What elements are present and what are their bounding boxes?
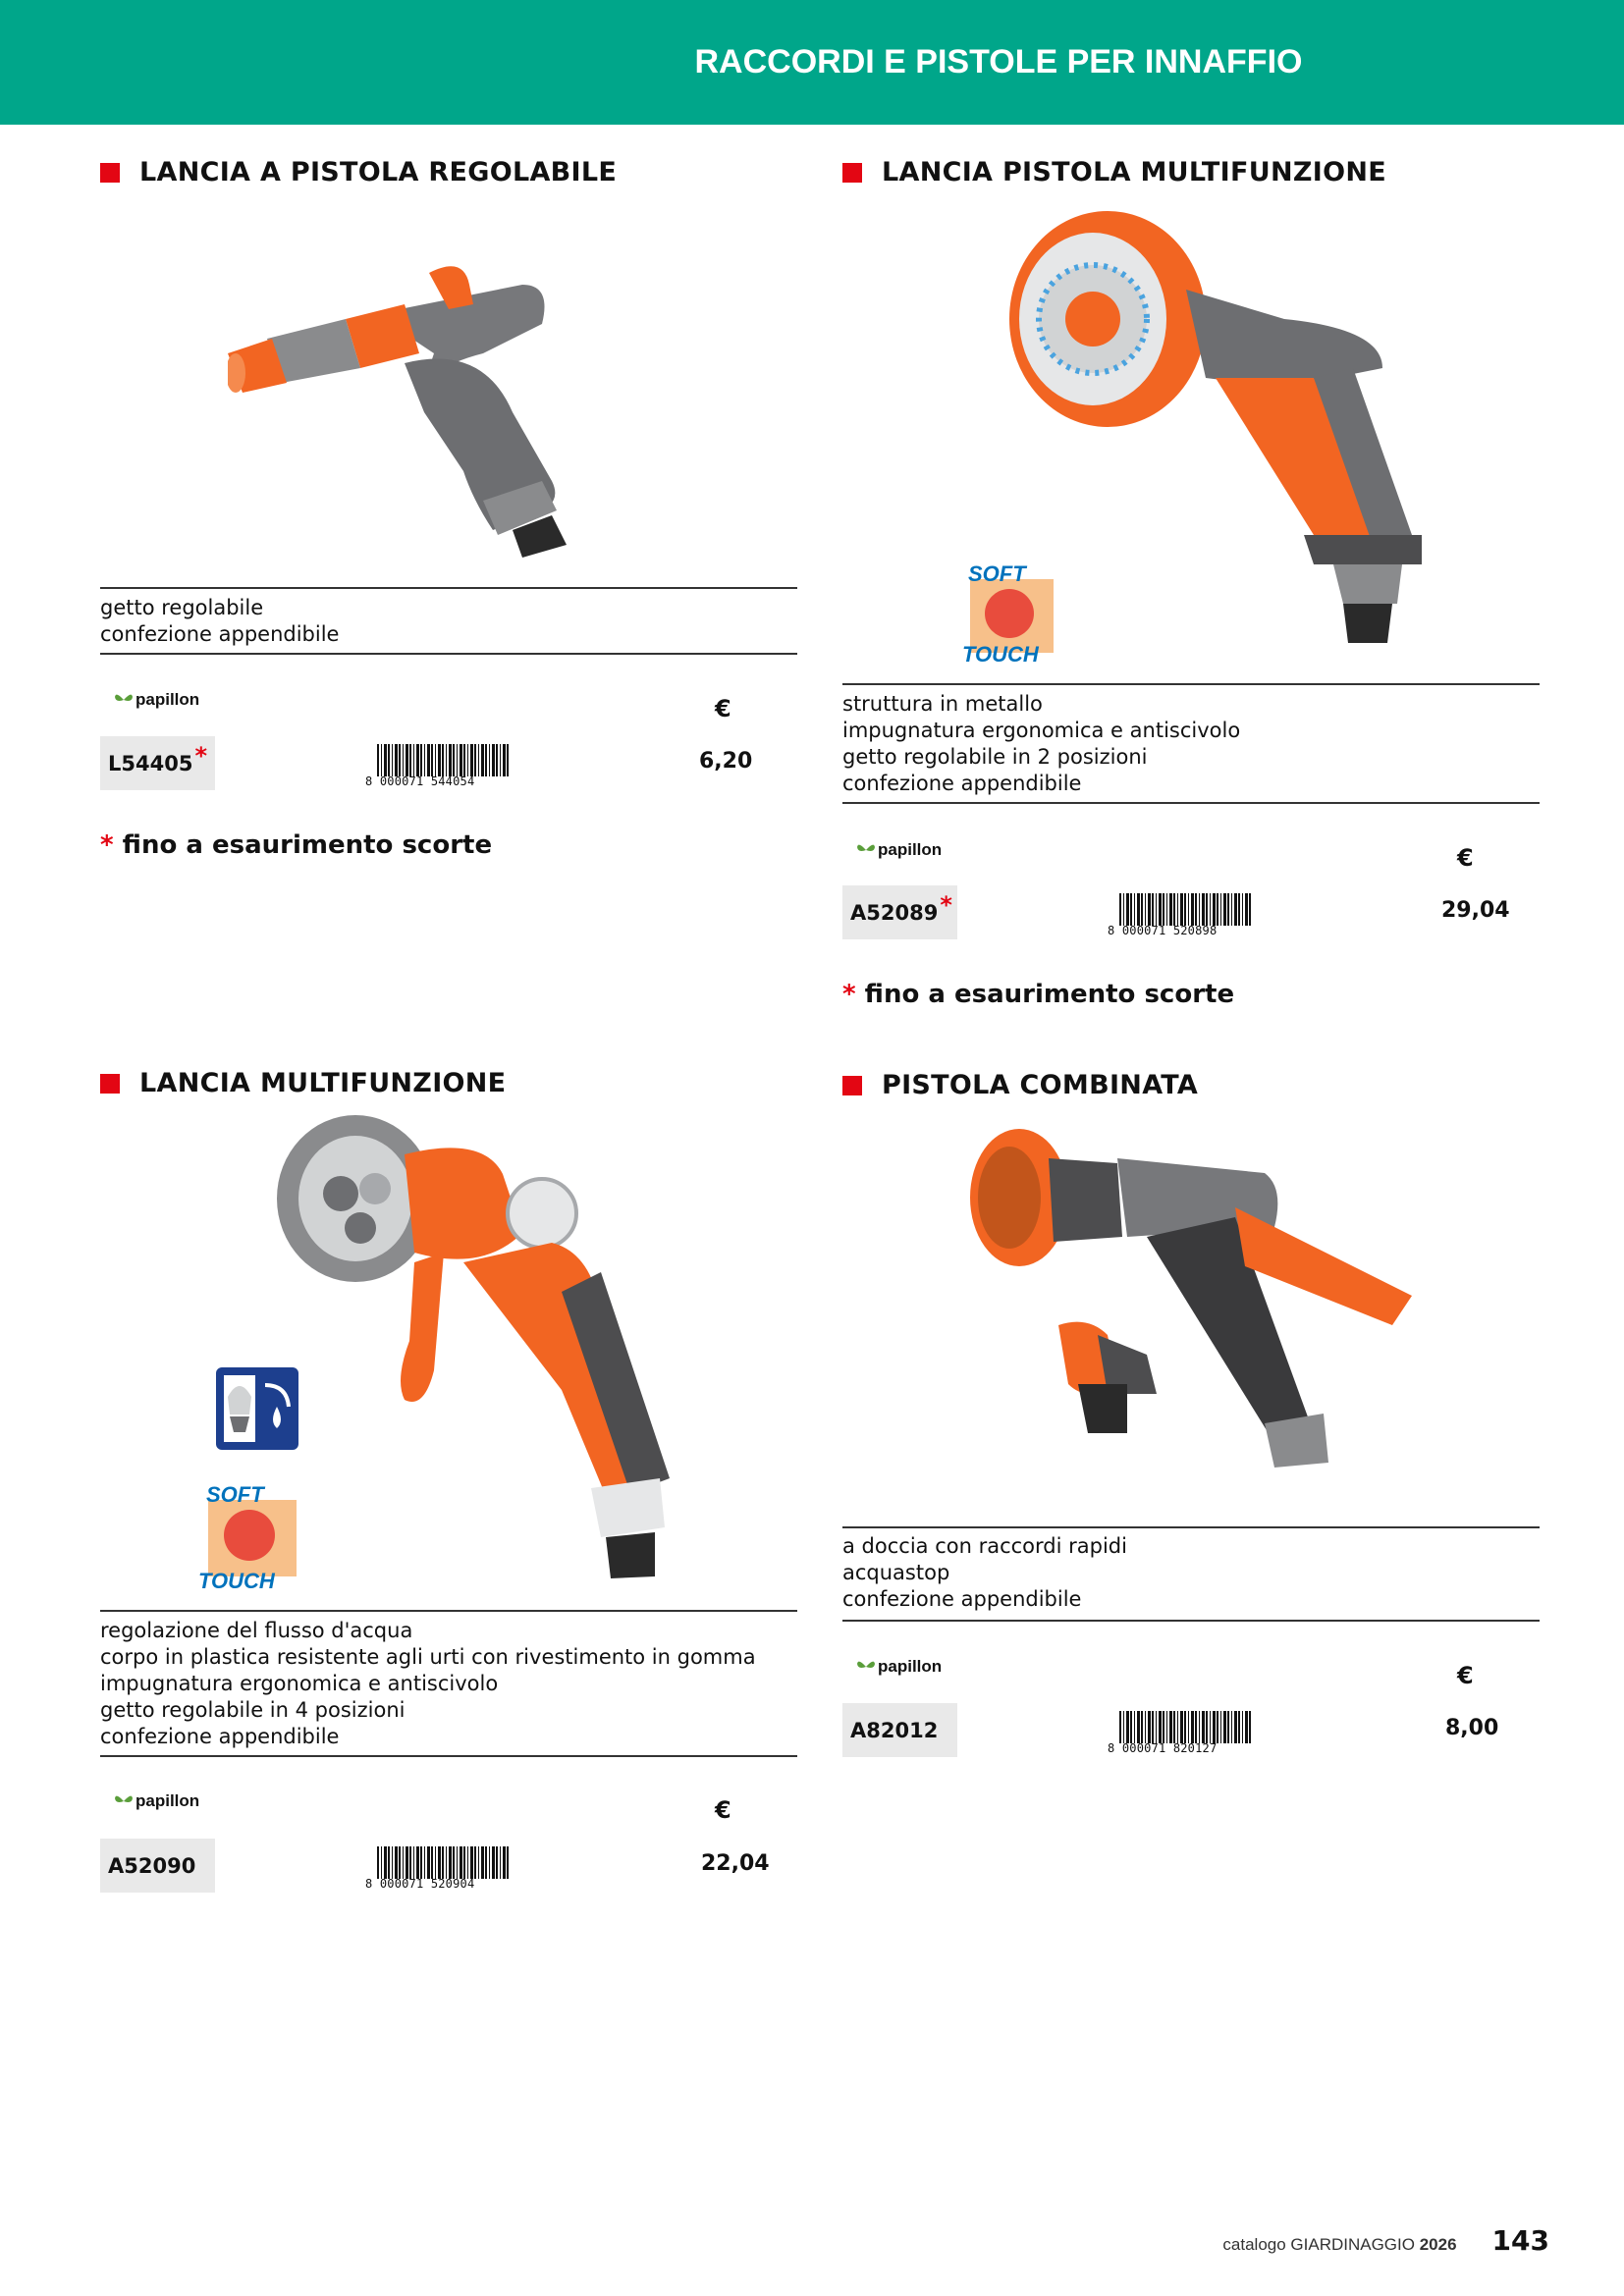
combined-spray-gun-image — [950, 1129, 1412, 1502]
product-price: 22,04 — [701, 1851, 770, 1876]
product-code: A52089 * — [842, 885, 957, 939]
divider — [100, 653, 797, 655]
product-code: A82012 — [842, 1703, 957, 1757]
divider — [100, 1755, 797, 1757]
divider — [842, 1526, 1540, 1528]
red-square-bullet-icon — [100, 1074, 120, 1094]
divider — [842, 683, 1540, 685]
multifunction-nozzle-image — [267, 1115, 679, 1586]
svg-text:SOFT: SOFT — [206, 1482, 264, 1507]
barcode: 8 000071 520898 — [1108, 893, 1255, 938]
flow-regulation-icon — [216, 1367, 298, 1450]
svg-text:TOUCH: TOUCH — [198, 1569, 275, 1593]
product-title: LANCIA MULTIFUNZIONE — [100, 1068, 506, 1098]
currency-symbol: € — [1457, 844, 1474, 872]
butterfly-logo-icon — [856, 1658, 876, 1676]
product-code: L54405 * — [100, 736, 215, 790]
svg-text:TOUCH: TOUCH — [962, 642, 1039, 667]
section-title: RACCORDI E PISTOLE PER INNAFFIO — [694, 43, 1303, 80]
product-card — [842, 157, 1540, 1021]
page-footer — [1222, 2224, 1549, 2257]
page-number: 143 — [1491, 2224, 1549, 2257]
brand-logo: papillon — [856, 840, 942, 860]
currency-symbol: € — [715, 1796, 731, 1824]
product-title: LANCIA A PISTOLA REGOLABILE — [100, 157, 617, 187]
red-square-bullet-icon — [842, 1076, 862, 1095]
product-price: 8,00 — [1445, 1716, 1499, 1740]
product-description: regolazione del flusso d'acqua corpo in plastica resistente agli urti con rivestimento in gomma impugnatura ergonomica e antiscivolo getto regolabile in 4 posizioni confezione appendibile — [100, 1619, 756, 1748]
red-square-bullet-icon — [842, 163, 862, 183]
soft-touch-badge — [196, 1480, 314, 1593]
barcode: 8 000071 520904 — [365, 1846, 513, 1892]
brand-logo: papillon — [114, 1791, 199, 1811]
product-card — [100, 1068, 797, 1902]
svg-text:SOFT: SOFT — [968, 561, 1026, 586]
currency-symbol: € — [1457, 1662, 1474, 1689]
stock-note: * fino a esaurimento scorte — [842, 980, 1235, 1009]
product-description: struttura in metallo impugnatura ergonomica e antiscivolo getto regolabile in 2 posizioni confezione appendibile — [842, 692, 1241, 795]
product-card — [100, 157, 797, 883]
product-price: 29,04 — [1441, 898, 1510, 923]
spray-gun-image — [228, 245, 640, 569]
product-card — [842, 1070, 1540, 1777]
brand-logo: papillon — [114, 690, 199, 710]
divider — [842, 802, 1540, 804]
product-price: 6,20 — [699, 749, 753, 774]
red-square-bullet-icon — [100, 163, 120, 183]
divider — [100, 587, 797, 589]
brand-logo: papillon — [856, 1657, 942, 1677]
soft-touch-badge — [960, 560, 1068, 667]
currency-symbol: € — [715, 695, 731, 722]
barcode: 8 000071 544054 — [365, 744, 513, 789]
divider — [100, 1610, 797, 1612]
product-description: a doccia con raccordi rapidi acquastop confezione appendibile — [842, 1534, 1127, 1611]
butterfly-logo-icon — [114, 691, 134, 709]
barcode: 8 000071 820127 — [1108, 1711, 1255, 1756]
stock-note: * fino a esaurimento scorte — [100, 830, 493, 860]
product-title: PISTOLA COMBINATA — [842, 1070, 1198, 1100]
product-title: LANCIA PISTOLA MULTIFUNZIONE — [842, 157, 1386, 187]
product-code: A52090 — [100, 1839, 215, 1893]
papillon-logo-mark: papillon — [375, 296, 409, 307]
product-description: getto regolabile confezione appendibile — [100, 596, 340, 646]
divider — [842, 1620, 1540, 1622]
section-header — [0, 0, 1624, 125]
catalog-name: catalogo GIARDINAGGIO 2026 — [1222, 2235, 1457, 2254]
butterfly-logo-icon — [114, 1792, 134, 1810]
butterfly-logo-icon — [856, 841, 876, 859]
